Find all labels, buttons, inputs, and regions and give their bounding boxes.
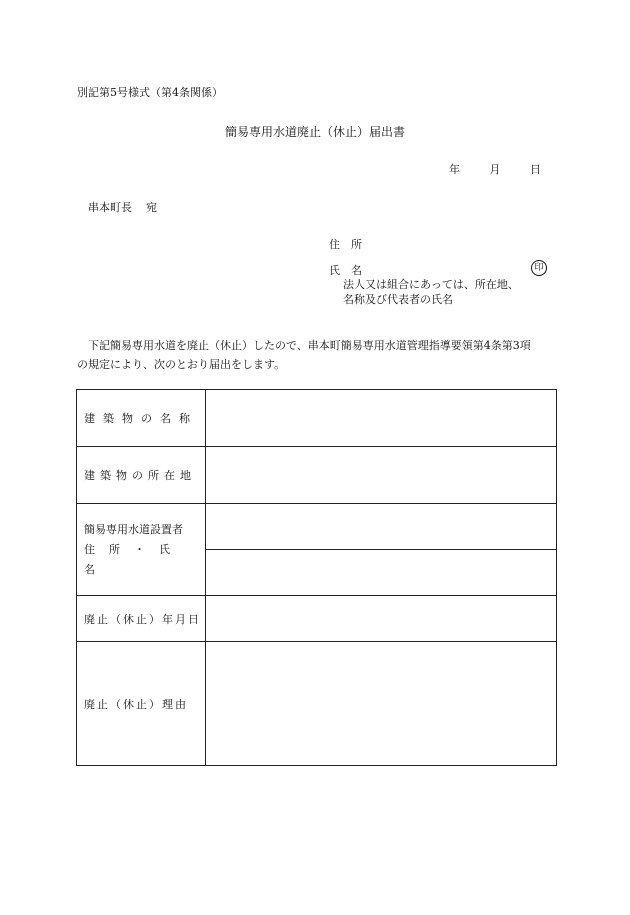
date-line [449,161,541,177]
corporation-note [343,277,519,307]
addressee [88,199,157,215]
document-title: 簡易専用水道廃止（休止）届出書 [224,125,405,139]
installer-label-line2: 住所・氏名 [84,542,184,576]
table-row-building-name [77,390,557,447]
body-text [77,336,567,374]
discontinuation-date-label: 廃止（休止）年月日 [77,596,206,642]
building-name-label: 建築物の名称 [77,390,206,447]
body-text-line2: の規定により、次のとおり届出をします。 [77,358,286,371]
notification-form-table [76,389,557,766]
table-row-building-location [77,447,557,504]
applicant-name-label: 氏 名 [329,264,362,277]
installer-label-line1: 簡易専用水道設置者 [84,522,183,536]
table-row-installer [77,504,557,550]
building-location-label: 建築物の所在地 [77,447,206,504]
body-text-line1: 下記簡易専用水道を廃止（休止）したので、串本町簡易専用水道管理指導要領第4条第3項 [88,339,531,352]
corporation-note-line2: 名称及び代表者の氏名 [343,293,453,306]
addressee-suffix: 宛 [146,201,157,214]
building-location-field[interactable] [206,447,557,504]
date-day-label: 日 [530,163,541,176]
installer-address-field[interactable] [206,504,557,550]
discontinuation-reason-label: 廃止（休止）理由 [77,642,206,766]
building-name-field[interactable] [206,390,557,447]
discontinuation-reason-field[interactable] [206,642,557,766]
installer-label [77,504,206,596]
installer-name-field[interactable] [206,550,557,596]
corporation-note-line1: 法人又は組合にあっては、所在地、 [343,278,519,291]
form-number: 別記第5号様式（第4条関係） [77,86,223,99]
table-row-discontinuation-date [77,596,557,642]
applicant-address-label: 住 所 [329,238,362,251]
date-year-label: 年 [449,163,460,176]
addressee-name: 串本町長 [88,201,132,214]
discontinuation-date-field[interactable] [206,596,557,642]
table-row-discontinuation-reason [77,642,557,766]
seal-icon: 印 [531,260,547,276]
date-month-label: 月 [489,163,501,176]
